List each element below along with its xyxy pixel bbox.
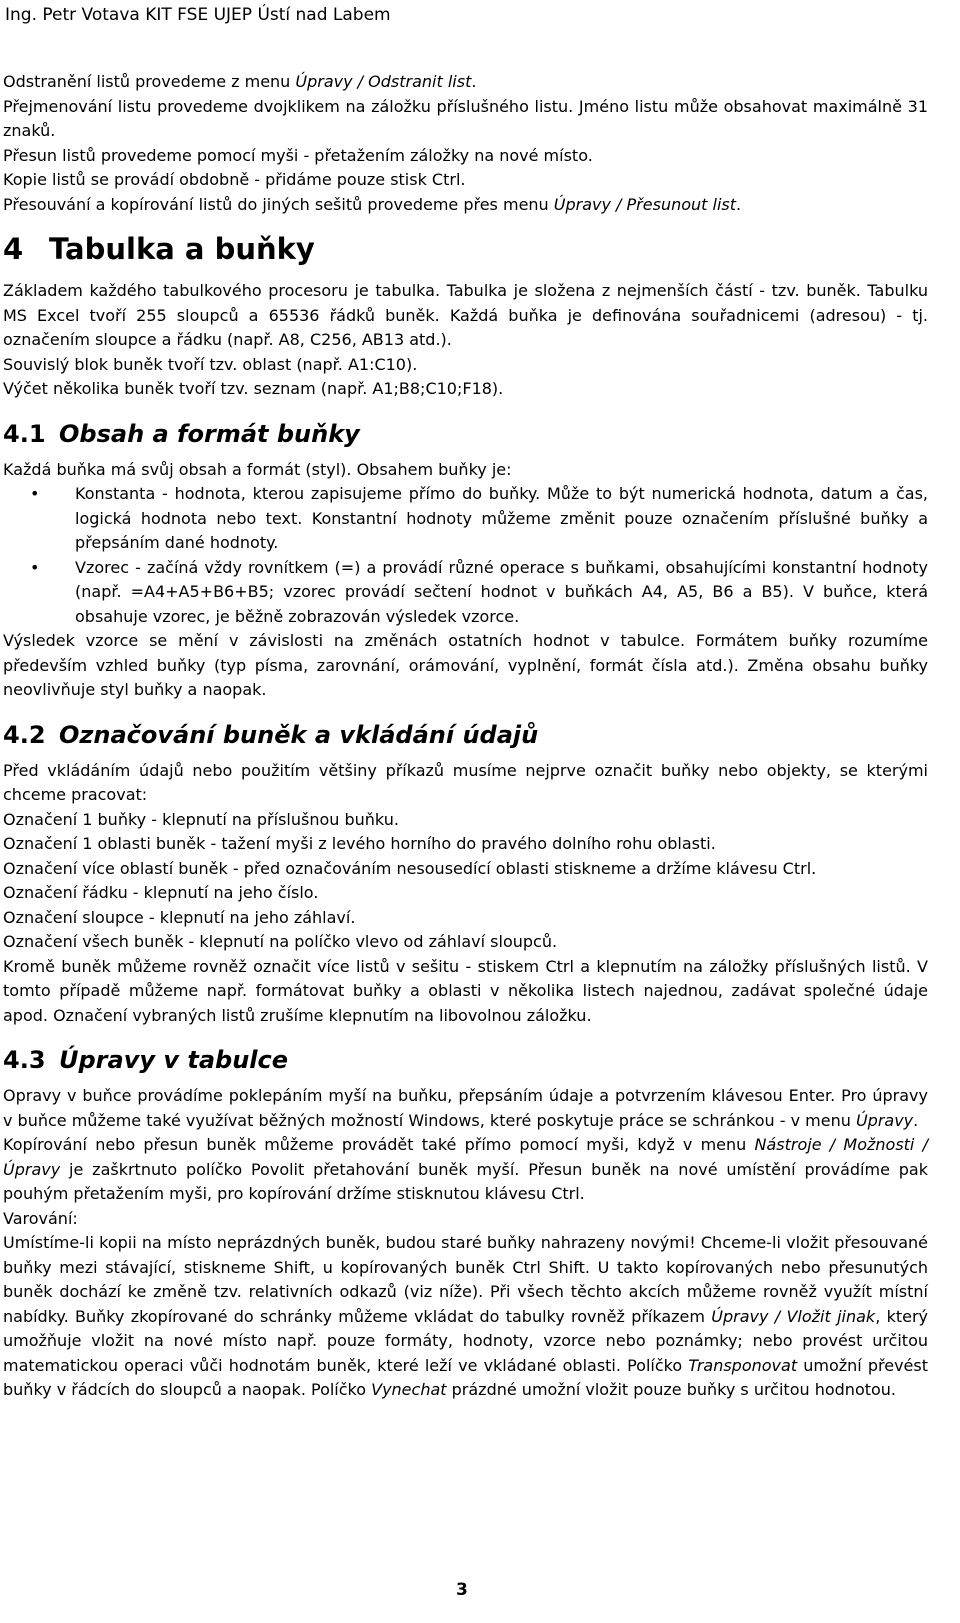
paragraph: Kopírování nebo přesun buněk můžeme provádět také přímo pomocí myši, když v menu Nástroje / Možnosti / Úpravy je zaškrtnuto políčko Povolit přetahování buněk myší. Přesun buněk na nové umístění provádíme pak pouhým přetažením myši, pro kopírování držíme stisknutou klávesu Ctrl. (3, 1135, 929, 1203)
paragraph: Označení řádku - klepnutí na jeho číslo. (3, 883, 319, 902)
section-heading-4: 4 Tabulka a buňky (3, 232, 315, 266)
paragraph: Před vkládáním údajů nebo použitím většiny příkazů musíme nejprve označit buňky nebo objekty, se kterými chceme pracovat: (3, 760, 928, 804)
list-item: • Vzorec - začíná vždy rovnítkem (=) a provádí různé operace s buňkami, obsahujícími konstantní hodnoty (např. =A4+A5+B6+B5; vzorec provádí sečtení hodnot v buňkách A4, A5, B6 a B5). V buňce, která obsahuje vzorec, je běžně zobrazován výsledek vzorce. (30, 557, 928, 626)
paragraph: Přejmenování listu provedeme dvojklikem na záložku příslušného listu. Jméno listu může obsahovat maximálně 31 znaků. (3, 96, 928, 140)
section-heading-4-1: 4.1 Obsah a formát buňky (3, 419, 360, 448)
section-heading-4-3: 4.3 Úpravy v tabulce (3, 1046, 289, 1074)
bullet-list (3, 482, 928, 629)
paragraph: Souvislý blok buněk tvoří tzv. oblast (např. A1:C10). (3, 354, 418, 374)
paragraph: Umístíme-li kopii na místo neprázdných buněk, budou staré buňky nahrazeny novými! Chceme-li vložit přesouvané buňky mezi stávající, stiskneme Shift, u kopírovaných buněk Ctrl Shift. U takto kopírovaných nebo přesunutých buněk dochází ke změně tzv. relativních odkazů (viz níže). Při všech těchto akcích můžeme rovněž využít místní nabídky. Buňky zkopírované do schránky můžeme vkládat do tabulky rovněž příkazem Úpravy / Vložit jinak, který umožňuje vložit na nové místo např. pouze formáty, hodnoty, vzorce nebo poznámky; nebo provést určitou matematickou operaci vůči hodnotám buněk, které leží ve vkládané oblasti. Políčko Transponovat umožní převést buňky v řádcích do sloupců a naopak. Políčko Vynechat prázdné umožní vložit pouze buňky s určitou hodnotou. (3, 1233, 929, 1399)
paragraph: Kromě buněk můžeme rovněž označit více listů v sešitu - stiskem Ctrl a klepnutím na záložky příslušných listů. V tomto případě můžeme např. formátovat buňky a oblasti v několika listech najednou, zadávat společné údaje apod. Označení vybraných listů zrušíme klepnutím na libovolnou záložku. (3, 956, 928, 1025)
paragraph: Každá buňka má svůj obsah a formát (styl). Obsahem buňky je: (3, 459, 512, 479)
bullet-icon: • (30, 557, 40, 577)
paragraph: Výsledek vzorce se mění v závislosti na změnách ostatních hodnot v tabulce. Formátem buňky rozumíme především vzhled buňky (typ písma, zarovnání, orámování, vyplnění, formát čísla atd.). Změna obsahu buňky neovlivňuje styl buňky a naopak. (3, 631, 928, 699)
paragraph: Označení více oblastí buněk - před označováním nesousedící oblasti stiskneme a držíme klávesu Ctrl. (3, 858, 817, 878)
paragraph: Označení sloupce - klepnutí na jeho záhlaví. (3, 907, 356, 927)
page-header: Ing. Petr Votava KIT FSE UJEP Ústí nad Labem (5, 5, 391, 25)
document-body (3, 70, 928, 1403)
bullet-icon: • (30, 484, 40, 503)
paragraph: Odstranění listů provedeme z menu Úpravy / Odstranit list. (3, 72, 477, 91)
paragraph: Základem každého tabulkového procesoru je tabulka. Tabulka je složena z nejmenších částí - tzv. buněk. Tabulku MS Excel tvoří 255 sloupců a 65536 řádků buněk. Každá buňka je definována souřadnicemi (adresou) - tj. označením sloupce a řádku (např. A8, C256, AB13 atd.). (3, 281, 928, 349)
paragraph: Výčet několika buněk tvoří tzv. seznam (např. A1;B8;C10;F18). (3, 379, 504, 398)
paragraph: Označení všech buněk - klepnutí na políčko vlevo od záhlaví sloupců. (3, 932, 558, 951)
paragraph: Přesun listů provedeme pomocí myši - přetažením záložky na nové místo. (3, 145, 593, 165)
paragraph: Přesouvání a kopírování listů do jiných sešitů provedeme přes menu Úpravy / Přesunout list. (3, 194, 742, 214)
paragraph: Varování: (3, 1208, 78, 1228)
paragraph: Kopie listů se provádí obdobně - přidáme pouze stisk Ctrl. (3, 170, 466, 189)
paragraph: Opravy v buňce provádíme poklepáním myší na buňku, přepsáním údaje a potvrzením klávesou Enter. Pro úpravy v buňce můžeme také využívat běžných možností Windows, které poskytuje práce se schránkou - v menu Úpravy. (3, 1086, 928, 1130)
section-heading-4-2: 4.2 Označování buněk a vkládání údajů (3, 720, 539, 749)
page-number: 3 (456, 1580, 468, 1600)
list-item: • Konstanta - hodnota, kterou zapisujeme přímo do buňky. Může to být numerická hodnota, datum a čas, logická hodnota nebo text. Konstantní hodnoty můžeme změnit pouze označením příslušné buňky a přepsáním dané hodnoty. (30, 484, 928, 552)
paragraph: Označení 1 oblasti buněk - tažení myši z levého horního do pravého dolního rohu oblasti. (3, 834, 716, 853)
paragraph: Označení 1 buňky - klepnutí na příslušnou buňku. (3, 809, 399, 829)
